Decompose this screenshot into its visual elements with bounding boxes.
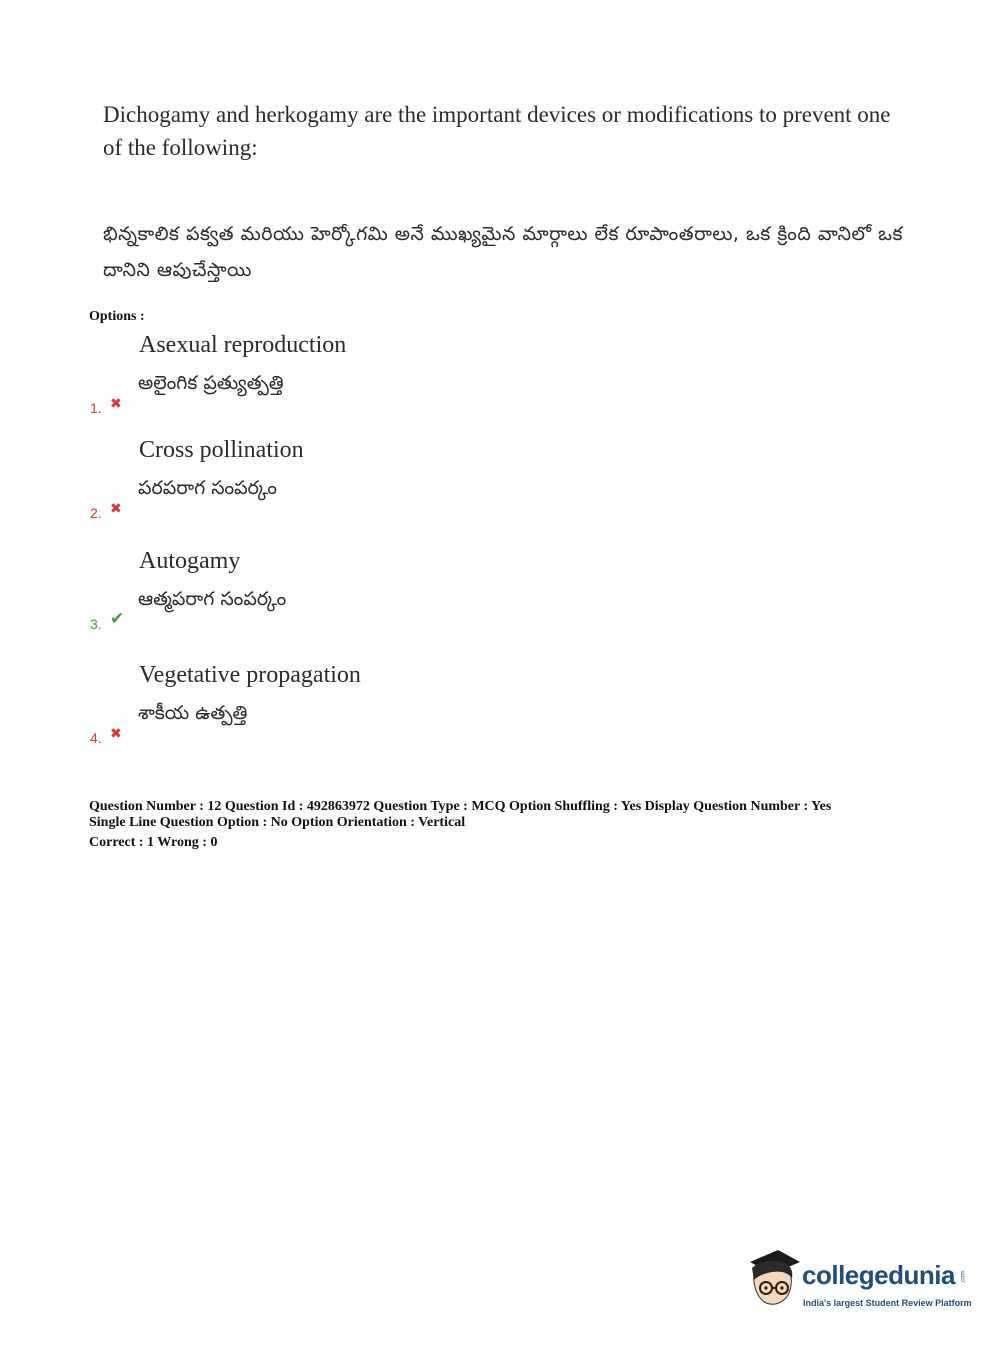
question-metadata [89,799,909,851]
logo-suffix: .com [960,1270,967,1284]
logo-tagline: India's largest Student Review Platform [803,1298,972,1308]
cross-icon: ✖ [110,396,122,412]
option-telugu: శాకీయ ఉత్పత్తి [138,702,248,724]
option-4 [88,662,688,752]
option-1 [88,332,688,422]
option-number: 4. [90,730,102,746]
option-telugu: అలైంగిక ప్రత్యుత్పత్తి [138,372,284,394]
option-number: 3. [90,616,102,632]
question-english: Dichogamy and herkogamy are the important devices or modifications to prevent one of the following: [103,102,891,160]
check-icon: ✔ [110,609,125,629]
metadata-line: Single Line Question Option : No Option Orientation : Vertical [89,815,466,830]
option-english: Autogamy [139,548,241,574]
logo-wordmark: collegedunia [802,1260,955,1290]
option-number: 1. [90,400,102,416]
metadata-line: Question Number : 12 Question Id : 492863972 Question Type : MCQ Option Shuffling : Yes Display Question Number : Yes [89,799,832,814]
option-english: Cross pollination [139,437,304,463]
option-english: Asexual reproduction [139,332,347,358]
cross-icon: ✖ [110,501,122,517]
student-mascot-icon [742,1248,802,1310]
option-telugu: ఆత్మపరాగ సంపర్కం [138,588,287,610]
option-english: Vegetative propagation [139,662,361,688]
cross-icon: ✖ [110,726,122,742]
score-line: Correct : 1 Wrong : 0 [89,835,218,850]
collegedunia-logo [742,1248,972,1318]
options-label: Options : [89,309,145,324]
option-2 [88,437,688,527]
question-telugu: భిన్నకాలిక పక్వత మరియు హెర్కోగమి అనే ముఖ్యమైన మార్గాలు లేక రూపాంతరాలు, ఒక క్రింది వానిలో ఒక దానిని ఆపుచేస్తాయి [103,223,903,281]
option-number: 2. [90,505,102,521]
option-telugu: పరపరాగ సంపర్కం [138,477,278,499]
option-3 [88,548,688,638]
